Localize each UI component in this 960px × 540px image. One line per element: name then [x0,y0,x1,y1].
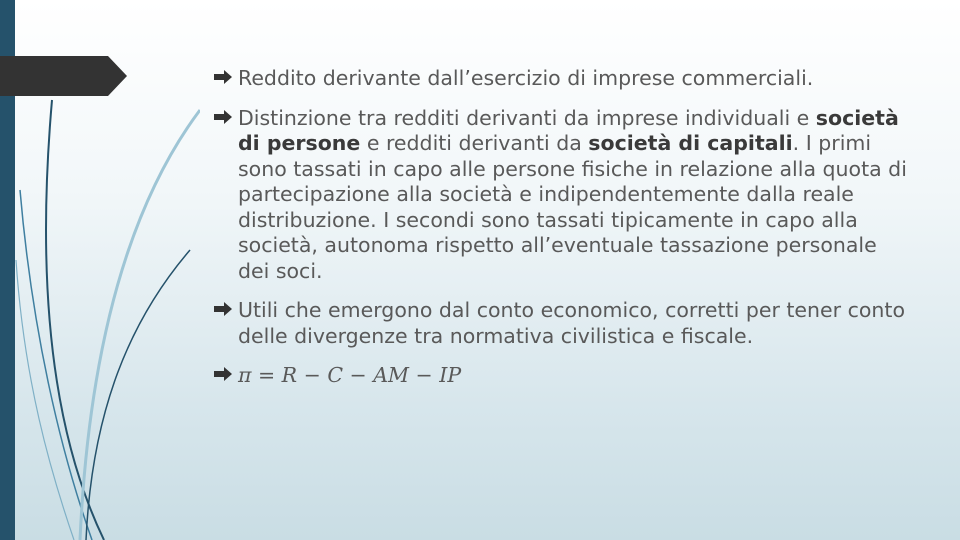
bullet-text-part: . I primi sono tassati in capo alle persone fisiche in relazione alla quota di partecipazione alla società e indipendentemente dalla reale distribuzione. I secondi sono tassati tipicamente in capo alla società, autonoma rispetto all’eventuale tassazione personale dei soci. [238,131,907,283]
bold-term: società di persone [238,105,899,155]
decorative-lines [0,0,200,540]
bullet-text-part: e redditi derivanti da [360,131,589,155]
arrow-right-icon [214,302,232,316]
decor-line [20,190,92,540]
arrow-right-icon [214,70,232,84]
arrow-right-icon [214,110,232,124]
bullet-item [214,363,914,389]
bullet-text: Utili che emergono dal conto economico, corretti per tener conto delle divergenze tra normativa civilistica e fiscale. [238,298,905,348]
arrow-right-icon [214,367,232,381]
decor-line [80,110,200,540]
bullet-item [214,298,914,349]
bullet-item [214,66,914,92]
bullet-text: Reddito derivante dall’esercizio di imprese commerciali. [238,66,814,90]
bullet-list [214,66,914,403]
bold-term: società di capitali [588,131,793,155]
decor-line [46,100,104,540]
decor-line [16,260,74,540]
bullet-item [214,106,914,285]
decor-line [86,250,190,540]
bullet-text-part: Distinzione tra redditi derivanti da imprese individuali e [238,105,816,130]
profit-formula: π = R − C − AM − IP [238,363,462,387]
